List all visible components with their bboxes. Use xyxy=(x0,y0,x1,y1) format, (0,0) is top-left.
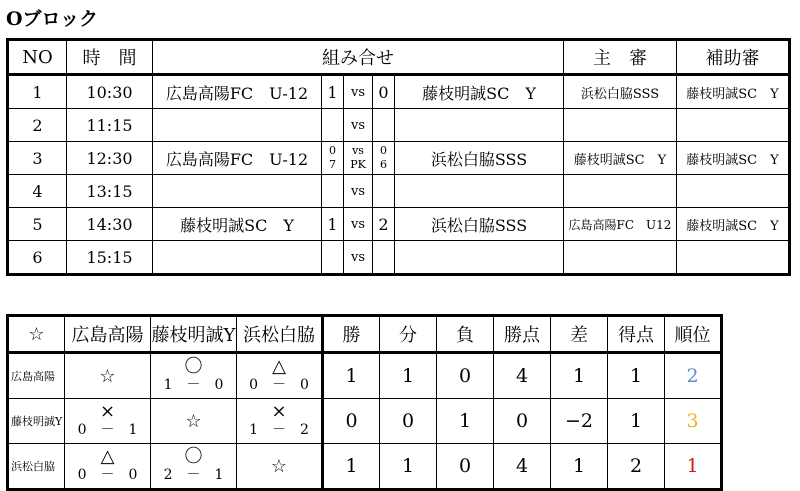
draws: 1 xyxy=(380,444,437,490)
result-cell xyxy=(151,444,237,490)
wins: 0 xyxy=(323,399,380,444)
match-no: 3 xyxy=(8,142,67,175)
result-score: 1 － 0 xyxy=(163,377,224,393)
goals-for: 1 xyxy=(608,399,665,444)
match-no: 1 xyxy=(8,75,67,109)
rank: 3 xyxy=(665,399,722,444)
team-name: 浜松白脇 xyxy=(8,444,65,490)
draws: 0 xyxy=(380,399,437,444)
match-time: 15:15 xyxy=(67,241,153,275)
wins: 1 xyxy=(323,444,380,490)
result-symbol: 〇 xyxy=(184,446,203,467)
result-symbol: × xyxy=(99,401,116,422)
result-cell xyxy=(237,399,323,444)
losses: 1 xyxy=(437,399,494,444)
home-score xyxy=(322,109,344,142)
header-goal-diff: 差 xyxy=(551,316,608,353)
home-score: 1 xyxy=(322,75,344,109)
vs-label: vs xyxy=(344,109,373,142)
away-score xyxy=(373,241,395,275)
home-score: 1 xyxy=(322,208,344,241)
match-time: 10:30 xyxy=(67,75,153,109)
home-score-stack xyxy=(322,142,344,175)
home-score xyxy=(322,241,344,275)
vs-label: vs xyxy=(344,208,373,241)
referee xyxy=(564,241,677,275)
referee: 藤枝明誠SC Y xyxy=(564,142,677,175)
result-cell xyxy=(65,353,151,399)
header-draws: 分 xyxy=(380,316,437,353)
home-team xyxy=(153,109,322,142)
header-match: 組み合せ xyxy=(153,40,564,75)
goal-diff: 1 xyxy=(551,353,608,399)
result-cell xyxy=(151,399,237,444)
header-team-2: 藤枝明誠Y xyxy=(151,316,237,353)
points: 4 xyxy=(494,444,551,490)
assistant-referee xyxy=(677,175,790,208)
header-team-3: 浜松白脇 xyxy=(237,316,323,353)
losses: 0 xyxy=(437,444,494,490)
away-pk-score: 6 xyxy=(380,158,387,171)
away-score xyxy=(373,109,395,142)
vs-label: vs xyxy=(352,144,364,157)
referee xyxy=(564,175,677,208)
schedule-row xyxy=(8,109,790,142)
vs-label: vs xyxy=(344,175,373,208)
match-no: 6 xyxy=(8,241,67,275)
standings-header-row xyxy=(8,316,722,353)
home-score: 0 xyxy=(329,144,336,157)
match-time: 13:15 xyxy=(67,175,153,208)
away-score: 0 xyxy=(380,144,387,157)
away-team: 浜松白脇SSS xyxy=(395,142,564,175)
away-team xyxy=(395,241,564,275)
result-score: 1 － 2 xyxy=(249,422,309,438)
points: 4 xyxy=(494,353,551,399)
result-score: 2 － 1 xyxy=(163,467,224,483)
schedule-row xyxy=(8,208,790,241)
standings-row xyxy=(8,444,722,490)
draws: 1 xyxy=(380,353,437,399)
goal-diff: 1 xyxy=(551,444,608,490)
team-name: 藤枝明誠Y xyxy=(8,399,65,444)
referee: 浜松白脇SSS xyxy=(564,75,677,109)
away-score: 0 xyxy=(373,75,395,109)
wins: 1 xyxy=(323,353,380,399)
result-symbol: ☆ xyxy=(99,365,116,387)
header-losses: 負 xyxy=(437,316,494,353)
header-goals-for: 得点 xyxy=(608,316,665,353)
assistant-referee: 藤枝明誠SC Y xyxy=(677,142,790,175)
result-score: 0 － 0 xyxy=(249,377,309,393)
match-time: 11:15 xyxy=(67,109,153,142)
schedule-header-row xyxy=(8,40,790,75)
block-title: Oブロック xyxy=(6,8,99,30)
header-assistant: 補助審 xyxy=(677,40,790,75)
away-team xyxy=(395,109,564,142)
result-cell xyxy=(237,353,323,399)
result-symbol: ☆ xyxy=(270,455,288,477)
home-team: 広島高陽FC U-12 xyxy=(153,75,322,109)
header-referee: 主 審 xyxy=(564,40,677,75)
header-time: 時 間 xyxy=(67,40,153,75)
schedule-row xyxy=(8,241,790,275)
home-team: 藤枝明誠SC Y xyxy=(153,208,322,241)
away-team: 藤枝明誠SC Y xyxy=(395,75,564,109)
match-no: 2 xyxy=(8,109,67,142)
result-symbol: × xyxy=(271,401,287,422)
away-score: 2 xyxy=(373,208,395,241)
result-cell xyxy=(151,353,237,399)
standings-table xyxy=(6,314,723,491)
header-wins: 勝 xyxy=(323,316,380,353)
result-cell xyxy=(65,444,151,490)
vs-stack xyxy=(344,142,373,175)
goals-for: 1 xyxy=(608,353,665,399)
schedule-row xyxy=(8,75,790,109)
away-score xyxy=(373,175,395,208)
schedule-table xyxy=(6,38,791,276)
team-name: 広島高陽 xyxy=(8,353,65,399)
points: 0 xyxy=(494,399,551,444)
pk-label: PK xyxy=(350,158,366,171)
header-star: ☆ xyxy=(8,316,65,353)
match-no: 5 xyxy=(8,208,67,241)
home-team xyxy=(153,241,322,275)
header-rank: 順位 xyxy=(665,316,722,353)
header-points: 勝点 xyxy=(494,316,551,353)
standings-row xyxy=(8,353,722,399)
vs-label: vs xyxy=(344,75,373,109)
home-team xyxy=(153,175,322,208)
rank: 2 xyxy=(665,353,722,399)
away-score-stack xyxy=(373,142,395,175)
match-time: 14:30 xyxy=(67,208,153,241)
referee xyxy=(564,109,677,142)
vs-label: vs xyxy=(344,241,373,275)
result-symbol: △ xyxy=(100,446,115,467)
assistant-referee xyxy=(677,109,790,142)
match-no: 4 xyxy=(8,175,67,208)
result-score: 0 － 0 xyxy=(77,467,138,483)
away-team: 浜松白脇SSS xyxy=(395,208,564,241)
header-no: NO xyxy=(8,40,67,75)
result-symbol: ☆ xyxy=(185,410,202,432)
schedule-row xyxy=(8,142,790,175)
result-score: 0 － 1 xyxy=(77,422,138,438)
losses: 0 xyxy=(437,353,494,399)
home-team: 広島高陽FC U-12 xyxy=(153,142,322,175)
home-pk-score: 7 xyxy=(329,158,336,171)
referee: 広島高陽FC U12 xyxy=(564,208,677,241)
goals-for: 2 xyxy=(608,444,665,490)
away-team xyxy=(395,175,564,208)
assistant-referee: 藤枝明誠SC Y xyxy=(677,208,790,241)
home-score xyxy=(322,175,344,208)
result-cell xyxy=(65,399,151,444)
standings-row xyxy=(8,399,722,444)
result-symbol: 〇 xyxy=(184,356,203,377)
assistant-referee: 藤枝明誠SC Y xyxy=(677,75,790,109)
assistant-referee xyxy=(677,241,790,275)
rank: 1 xyxy=(665,444,722,490)
result-symbol: △ xyxy=(272,356,286,377)
header-team-1: 広島高陽 xyxy=(65,316,151,353)
schedule-row xyxy=(8,175,790,208)
goal-diff: −2 xyxy=(551,399,608,444)
result-cell xyxy=(237,444,323,490)
match-time: 12:30 xyxy=(67,142,153,175)
